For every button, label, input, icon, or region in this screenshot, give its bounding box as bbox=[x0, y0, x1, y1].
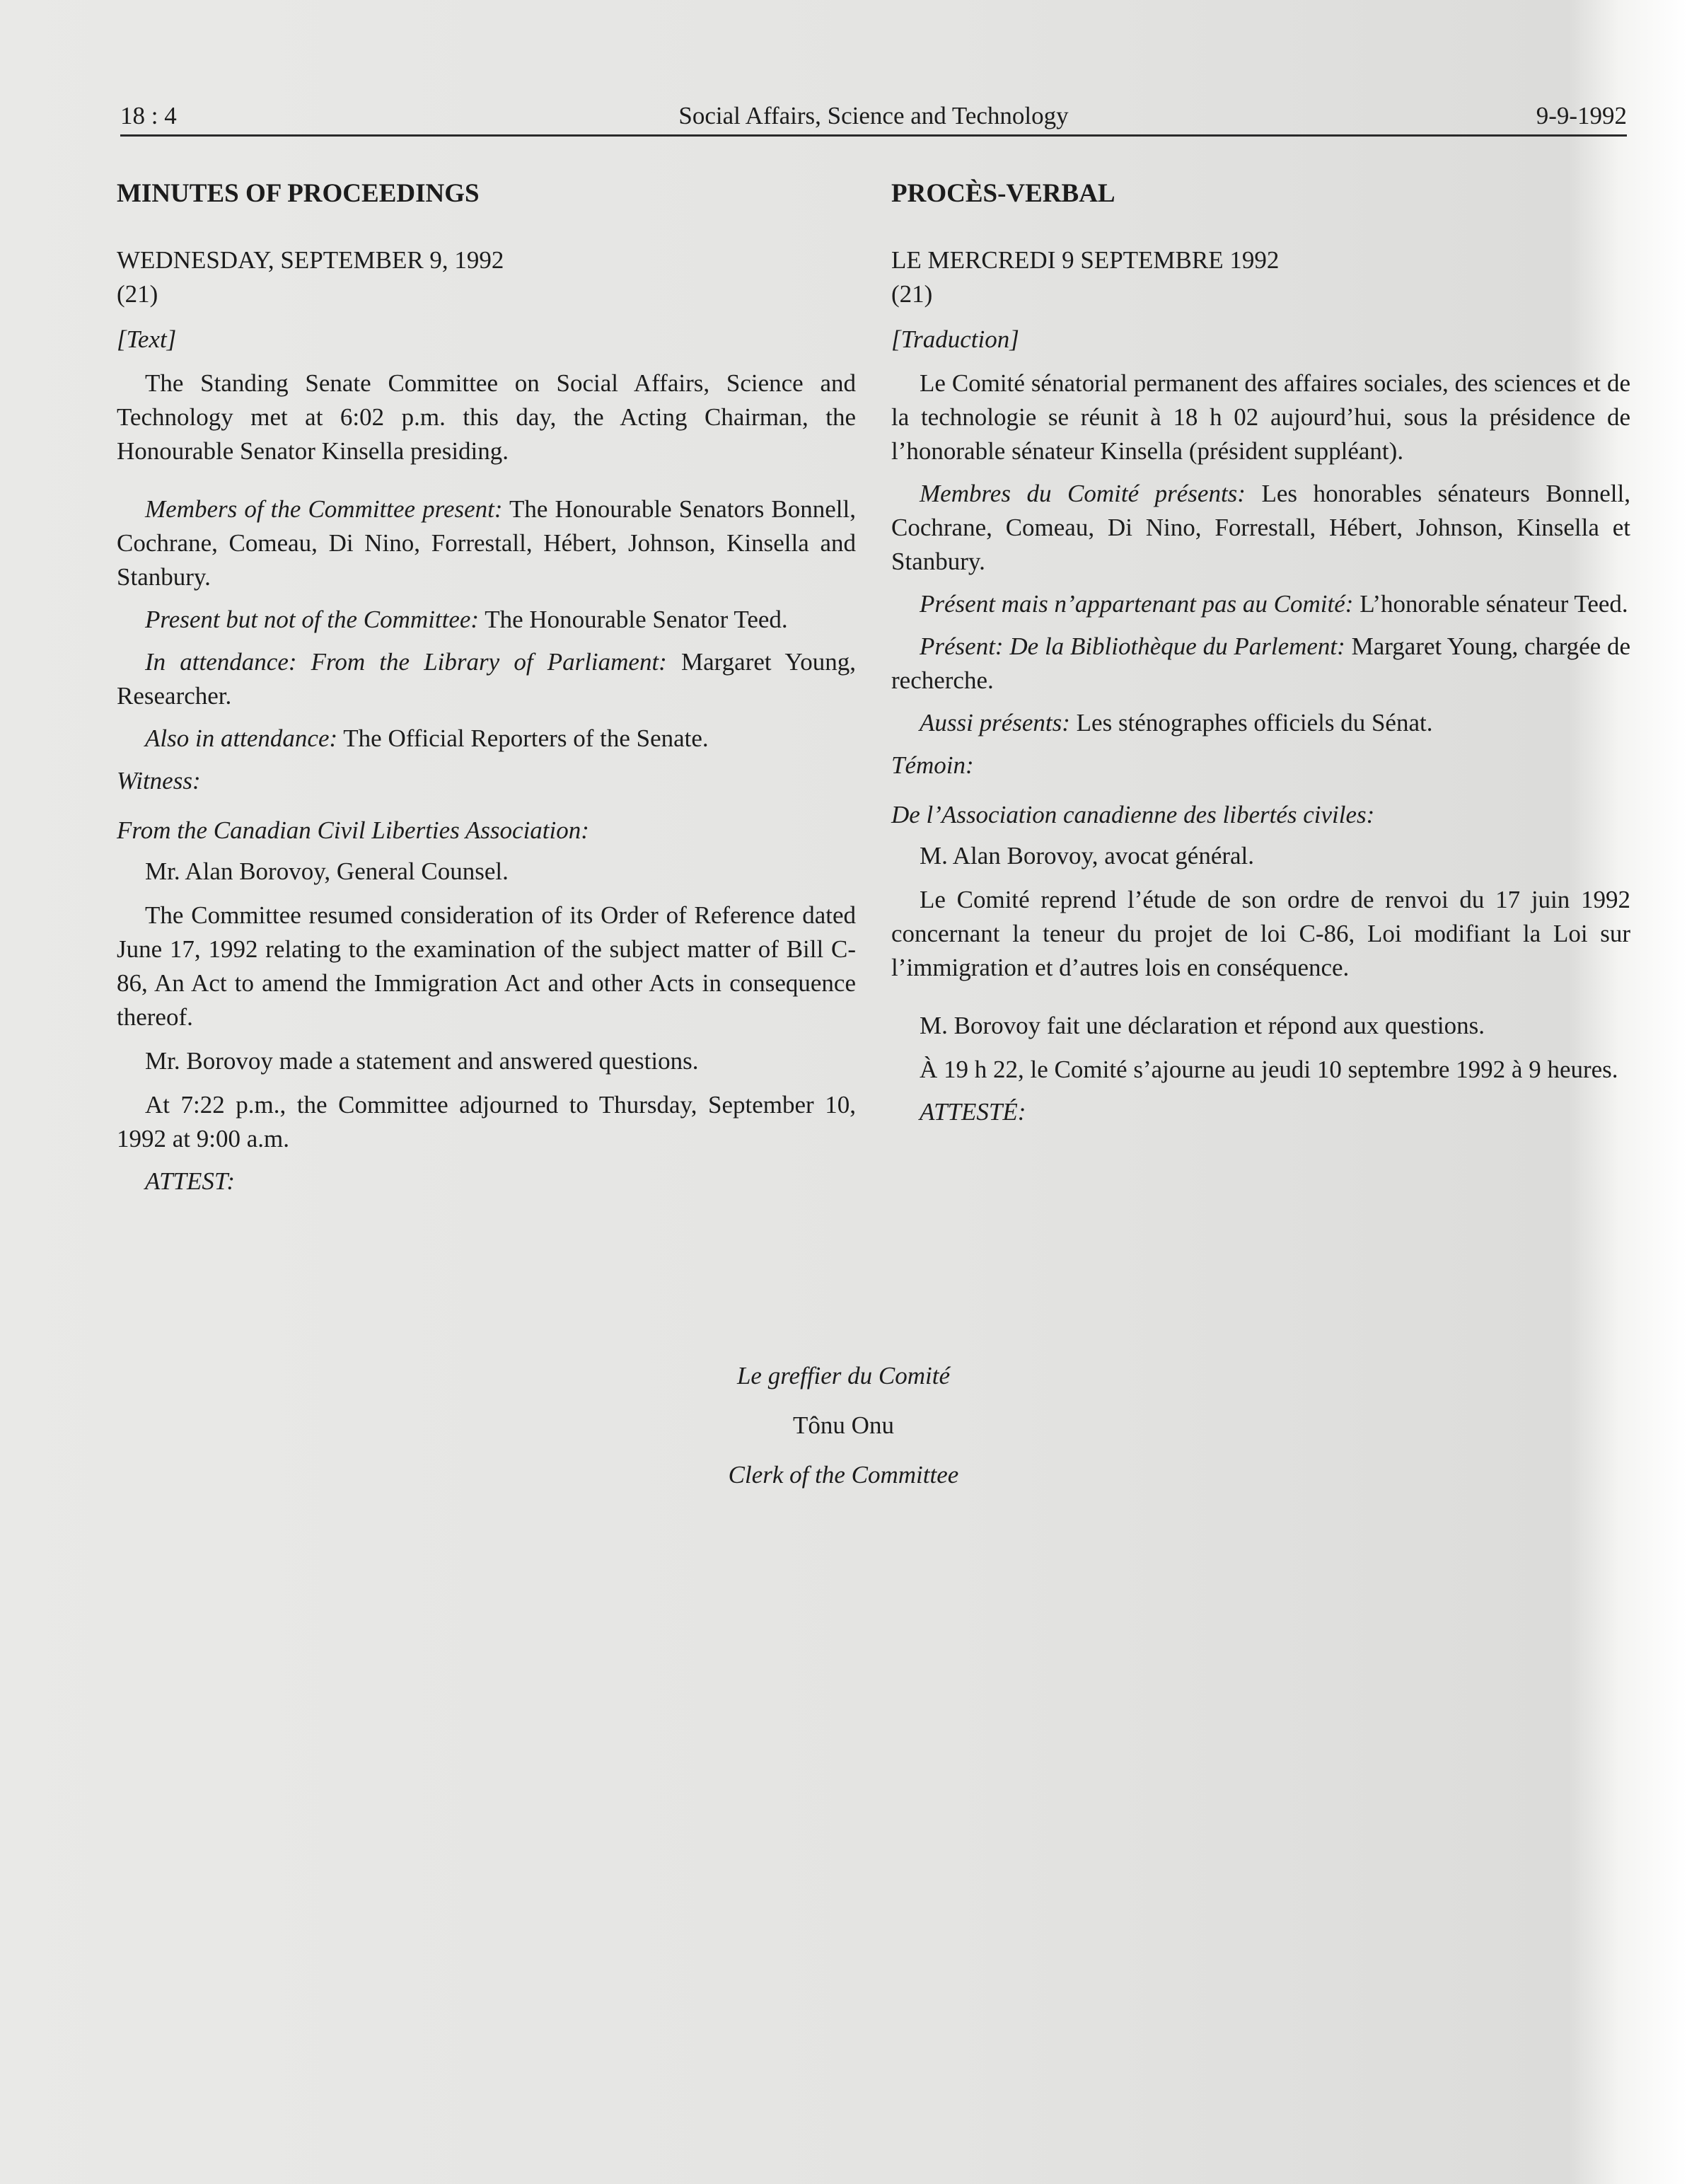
clerk-title-english: Clerk of the Committee bbox=[728, 1461, 959, 1489]
french-members-paragraph bbox=[891, 477, 1630, 579]
french-heading: PROCÈS-VERBAL bbox=[891, 179, 1115, 208]
french-attendance-paragraph bbox=[891, 630, 1630, 698]
french-attendance-text: Margaret Young, chargée de recherche. bbox=[891, 632, 1631, 694]
french-present-label: Présent mais n’appartenant pas au Comité: bbox=[920, 590, 1354, 618]
french-date: LE MERCREDI 9 SEPTEMBRE 1992 bbox=[891, 246, 1280, 274]
english-present-label: Present but not of the Committee: bbox=[145, 606, 480, 633]
french-organization: De l’Association canadienne des libertés civiles: bbox=[891, 801, 1375, 828]
english-attendance-paragraph bbox=[117, 645, 856, 713]
english-attendance-text: Margaret Young, Researcher. bbox=[117, 648, 856, 710]
french-witness-label: Témoin: bbox=[891, 751, 974, 779]
english-resumed-paragraph: The Committee resumed consideration of its Order of Reference dated June 17, 1992 relating to the examination of the subject matter of Bill C-86, An Act to amend the Immigration Act and other Acts in consequence thereof. bbox=[117, 901, 856, 1031]
header-title: Social Affairs, Science and Technology bbox=[678, 102, 1069, 129]
french-text-tag: [Traduction] bbox=[891, 325, 1019, 353]
clerk-signature-block bbox=[0, 1351, 1687, 1500]
english-statement-paragraph: Mr. Borovoy made a statement and answered questions. bbox=[145, 1047, 699, 1075]
french-column bbox=[891, 177, 1630, 1139]
header-date: 9-9-1992 bbox=[1536, 102, 1627, 129]
english-witness-name: Mr. Alan Borovoy, General Counsel. bbox=[145, 857, 509, 885]
english-also-paragraph bbox=[117, 722, 856, 756]
clerk-title-french: Le greffier du Comité bbox=[736, 1362, 951, 1389]
english-members-label: Members of the Committee present: bbox=[145, 495, 503, 523]
english-organization: From the Canadian Civil Liberties Association: bbox=[117, 816, 589, 844]
french-also-text: Les sténographes officiels du Sénat. bbox=[1069, 709, 1433, 736]
french-attest: ATTESTÉ: bbox=[920, 1098, 1026, 1126]
english-witness-label: Witness: bbox=[117, 767, 201, 795]
english-present-text: The Honourable Senator Teed. bbox=[479, 606, 788, 633]
french-members-label: Membres du Comité présents: bbox=[920, 480, 1246, 507]
english-members-text: The Honourable Senators Bonnell, Cochrane, Comeau, Di Nino, Forrestall, Hébert, Johnson, Kinsella and Stanbury. bbox=[117, 495, 856, 591]
english-date: WEDNESDAY, SEPTEMBER 9, 1992 bbox=[117, 246, 504, 274]
english-present-paragraph bbox=[117, 603, 856, 637]
french-adjourn-paragraph: À 19 h 22, le Comité s’ajourne au jeudi 10 septembre 1992 à 9 heures. bbox=[920, 1056, 1618, 1083]
french-sitting-number: (21) bbox=[891, 280, 933, 308]
english-members-paragraph bbox=[117, 492, 856, 594]
french-also-label: Aussi présents: bbox=[920, 709, 1070, 736]
french-statement-paragraph: M. Borovoy fait une déclaration et répond aux questions. bbox=[920, 1012, 1485, 1039]
french-opening-paragraph: Le Comité sénatorial permanent des affaires sociales, des sciences et de la technologie se réunit à 18 h 02 aujourd’hui, sous la présidence de l’honorable sénateur Kinsella (président suppléant). bbox=[891, 369, 1630, 465]
french-members-text: Les honorables sénateurs Bonnell, Cochrane, Comeau, Di Nino, Forrestall, Hébert, Johnson, Kinsella et Stanbury. bbox=[891, 480, 1631, 575]
english-opening-paragraph: The Standing Senate Committee on Social Affairs, Science and Technology met at 6:02 p.m. this day, the Acting Chairman, the Honourable Senator Kinsella presiding. bbox=[117, 369, 856, 465]
french-also-paragraph bbox=[891, 706, 1630, 740]
english-column bbox=[117, 177, 856, 1208]
running-header bbox=[120, 99, 1627, 137]
french-resumed-paragraph: Le Comité reprend l’étude de son ordre de renvoi du 17 juin 1992 concernant la teneur du projet de loi C-86, Loi modifiant la Loi sur l’immigration et d’autres lois en conséquence. bbox=[891, 886, 1630, 981]
page-number: 18 : 4 bbox=[120, 102, 177, 129]
english-sitting-number: (21) bbox=[117, 280, 158, 308]
french-witness-name: M. Alan Borovoy, avocat général. bbox=[920, 842, 1255, 869]
french-present-paragraph bbox=[891, 587, 1630, 621]
english-heading: MINUTES OF PROCEEDINGS bbox=[117, 179, 480, 208]
english-text-tag: [Text] bbox=[117, 325, 177, 353]
english-also-text: The Official Reporters of the Senate. bbox=[337, 724, 709, 752]
english-attendance-label: In attendance: From the Library of Parliament: bbox=[145, 648, 667, 676]
english-adjourn-paragraph: At 7:22 p.m., the Committee adjourned to Thursday, September 10, 1992 at 9:00 a.m. bbox=[117, 1091, 856, 1152]
french-present-text: L’honorable sénateur Teed. bbox=[1353, 590, 1628, 618]
clerk-name: Tônu Onu bbox=[793, 1411, 894, 1439]
english-also-label: Also in attendance: bbox=[145, 724, 338, 752]
french-attendance-label: Présent: De la Bibliothèque du Parlement: bbox=[920, 632, 1345, 660]
english-attest: ATTEST: bbox=[145, 1167, 236, 1195]
